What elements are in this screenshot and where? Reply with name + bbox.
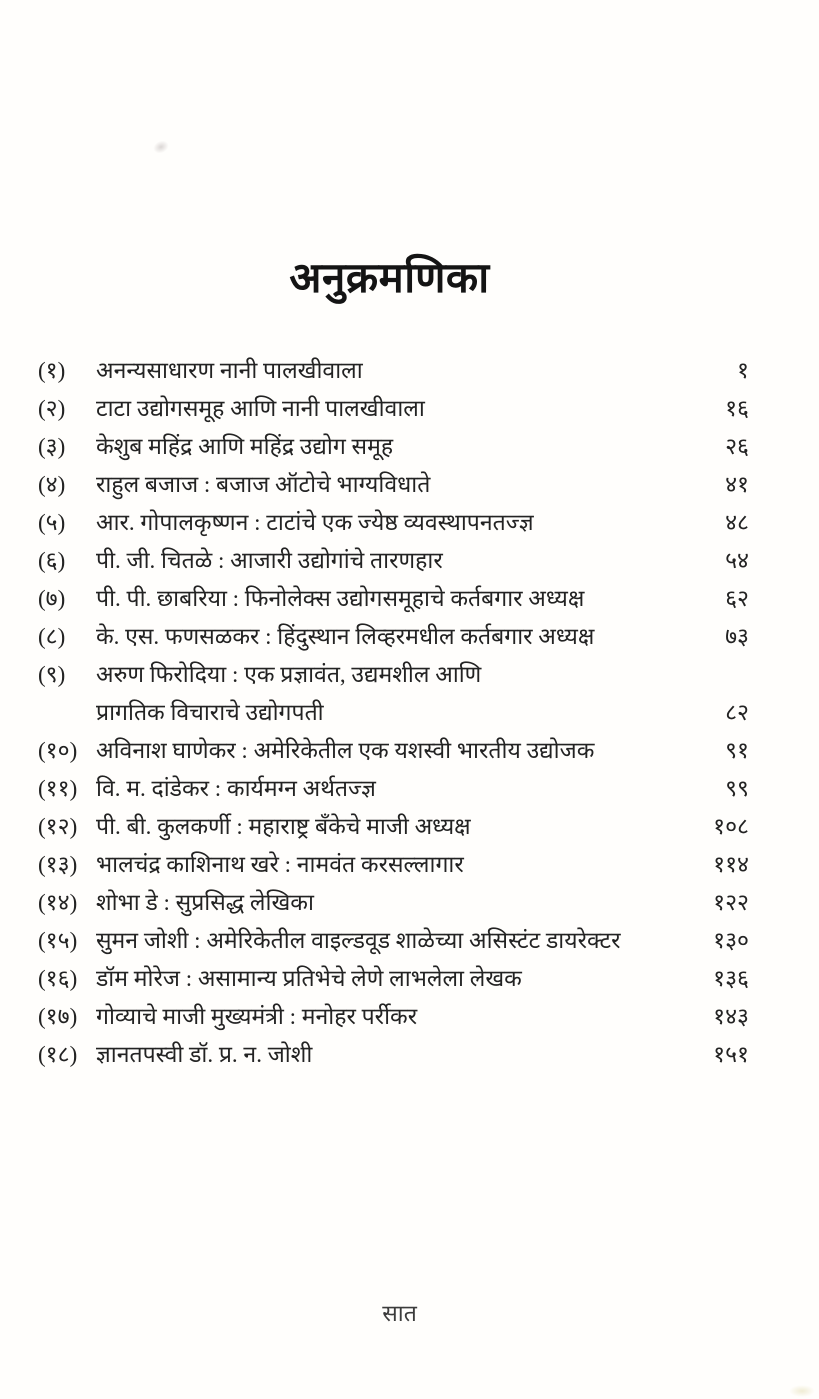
- toc-entry-number: (१५): [38, 928, 78, 953]
- toc-entry-row: [38, 808, 749, 846]
- toc-entry-page: ५४: [725, 548, 749, 573]
- scan-speck-mark: [789, 1385, 815, 1397]
- toc-entry-page: ९९: [725, 776, 749, 801]
- toc-entry-page: १०८: [713, 814, 749, 839]
- toc-entry-title: टाटा उद्योगसमूह आणि नानी पालखीवाला: [96, 396, 425, 421]
- toc-entry-number: (१०): [38, 738, 78, 763]
- toc-entry-page: १३६: [713, 966, 749, 991]
- toc-entry-row: [38, 656, 749, 694]
- toc-entry-page: २६: [725, 434, 749, 459]
- toc-entry-title: राहुल बजाज : बजाज ऑटोचे भाग्यविधाते: [96, 472, 431, 497]
- toc-entry-title: वि. म. दांडेकर : कार्यमग्न अर्थतज्ज्ञ: [96, 776, 376, 801]
- toc-list: [38, 352, 749, 1074]
- toc-entry-row: [38, 884, 749, 922]
- toc-entry-page: ६२: [725, 586, 749, 611]
- toc-entry-page: १२२: [713, 890, 749, 915]
- toc-entry-row: [38, 428, 749, 466]
- toc-entry-number: (९): [38, 662, 66, 687]
- toc-entry-row: [38, 466, 749, 504]
- toc-entry-page: १: [737, 358, 749, 383]
- toc-entry-page: १४३: [713, 1004, 749, 1029]
- toc-entry-row: [38, 352, 749, 390]
- toc-entry-title: के. एस. फणसळकर : हिंदुस्थान लिव्हरमधील कर्तबगार अध्यक्ष: [96, 624, 595, 649]
- toc-entry-page: ८२: [725, 700, 749, 725]
- toc-entry-title: गोव्याचे माजी मुख्यमंत्री : मनोहर पर्रीकर: [96, 1004, 418, 1029]
- toc-entry-number: (१४): [38, 890, 78, 915]
- toc-entry-page: ९१: [725, 738, 749, 763]
- scan-smudge-mark: [151, 138, 171, 156]
- toc-entry-number: (५): [38, 510, 66, 535]
- toc-entry-number: (१७): [38, 1004, 78, 1029]
- toc-entry-number: (४): [38, 472, 66, 497]
- toc-entry-row: [38, 732, 749, 770]
- toc-entry-page: १३०: [713, 928, 749, 953]
- toc-entry-number: (१३): [38, 852, 78, 877]
- toc-entry-title: ज्ञानतपस्वी डॉ. प्र. न. जोशी: [96, 1042, 313, 1067]
- toc-entry-title: अविनाश घाणेकर : अमेरिकेतील एक यशस्वी भारतीय उद्योजक: [96, 738, 595, 763]
- toc-entry-number: (१८): [38, 1042, 78, 1067]
- toc-entry-number: (१): [38, 358, 66, 383]
- toc-entry-number: (६): [38, 548, 66, 573]
- toc-entry-title: पी. पी. छाबरिया : फिनोलेक्स उद्योगसमूहाचे कर्तबगार अध्यक्ष: [96, 586, 585, 611]
- toc-entry-number: (१२): [38, 814, 78, 839]
- toc-entry-page: ७३: [725, 624, 749, 649]
- toc-entry-title: सुमन जोशी : अमेरिकेतील वाइल्डवूड शाळेच्या असिस्टंट डायरेक्टर: [96, 928, 621, 953]
- toc-entry-row: [38, 694, 749, 732]
- toc-entry-title: आर. गोपालकृष्णन : टाटांचे एक ज्येष्ठ व्यवस्थापनतज्ज्ञ: [96, 510, 534, 535]
- toc-entry-row: [38, 1036, 749, 1074]
- toc-entry-title: प्रागतिक विचाराचे उद्योगपती: [96, 700, 324, 725]
- toc-entry-title: अनन्यसाधारण नानी पालखीवाला: [96, 358, 363, 383]
- toc-entry-row: [38, 960, 749, 998]
- toc-entry-page: १५१: [713, 1042, 749, 1067]
- toc-entry-number: (११): [38, 776, 78, 801]
- toc-entry-title: पी. जी. चितळे : आजारी उद्योगांचे तारणहार: [96, 548, 443, 573]
- toc-entry-row: [38, 542, 749, 580]
- toc-entry-row: [38, 846, 749, 884]
- toc-entry-title: डॉम मोरेज : असामान्य प्रतिभेचे लेणे लाभलेला लेखक: [96, 966, 522, 991]
- page-title: अनुक्रमणिका: [289, 256, 490, 302]
- toc-entry-row: [38, 998, 749, 1036]
- toc-entry-number: (२): [38, 396, 66, 421]
- toc-entry-title: पी. बी. कुलकर्णी : महाराष्ट्र बँकेचे माजी अध्यक्ष: [96, 814, 471, 839]
- toc-entry-row: [38, 922, 749, 960]
- toc-entry-row: [38, 770, 749, 808]
- toc-entry-page: १६: [725, 396, 749, 421]
- toc-entry-number: (७): [38, 586, 66, 611]
- toc-entry-page: ११४: [713, 852, 749, 877]
- toc-entry-row: [38, 618, 749, 656]
- toc-entry-number: (१६): [38, 966, 78, 991]
- toc-entry-row: [38, 504, 749, 542]
- toc-entry-title: अरुण फिरोदिया : एक प्रज्ञावंत, उद्यमशील आणि: [96, 662, 482, 687]
- toc-entry-title: भालचंद्र काशिनाथ खरे : नामवंत करसल्लागार: [96, 852, 464, 877]
- toc-entry-row: [38, 580, 749, 618]
- toc-entry-title: शोभा डे : सुप्रसिद्ध लेखिका: [96, 890, 314, 915]
- toc-entry-number: (३): [38, 434, 66, 459]
- page-number-footer: सात: [382, 1301, 417, 1326]
- toc-entry-row: [38, 390, 749, 428]
- toc-entry-number: (८): [38, 624, 66, 649]
- toc-entry-page: ४८: [725, 510, 749, 535]
- toc-entry-title: केशुब महिंद्र आणि महिंद्र उद्योग समूह: [96, 434, 394, 459]
- toc-entry-page: ४१: [725, 472, 749, 497]
